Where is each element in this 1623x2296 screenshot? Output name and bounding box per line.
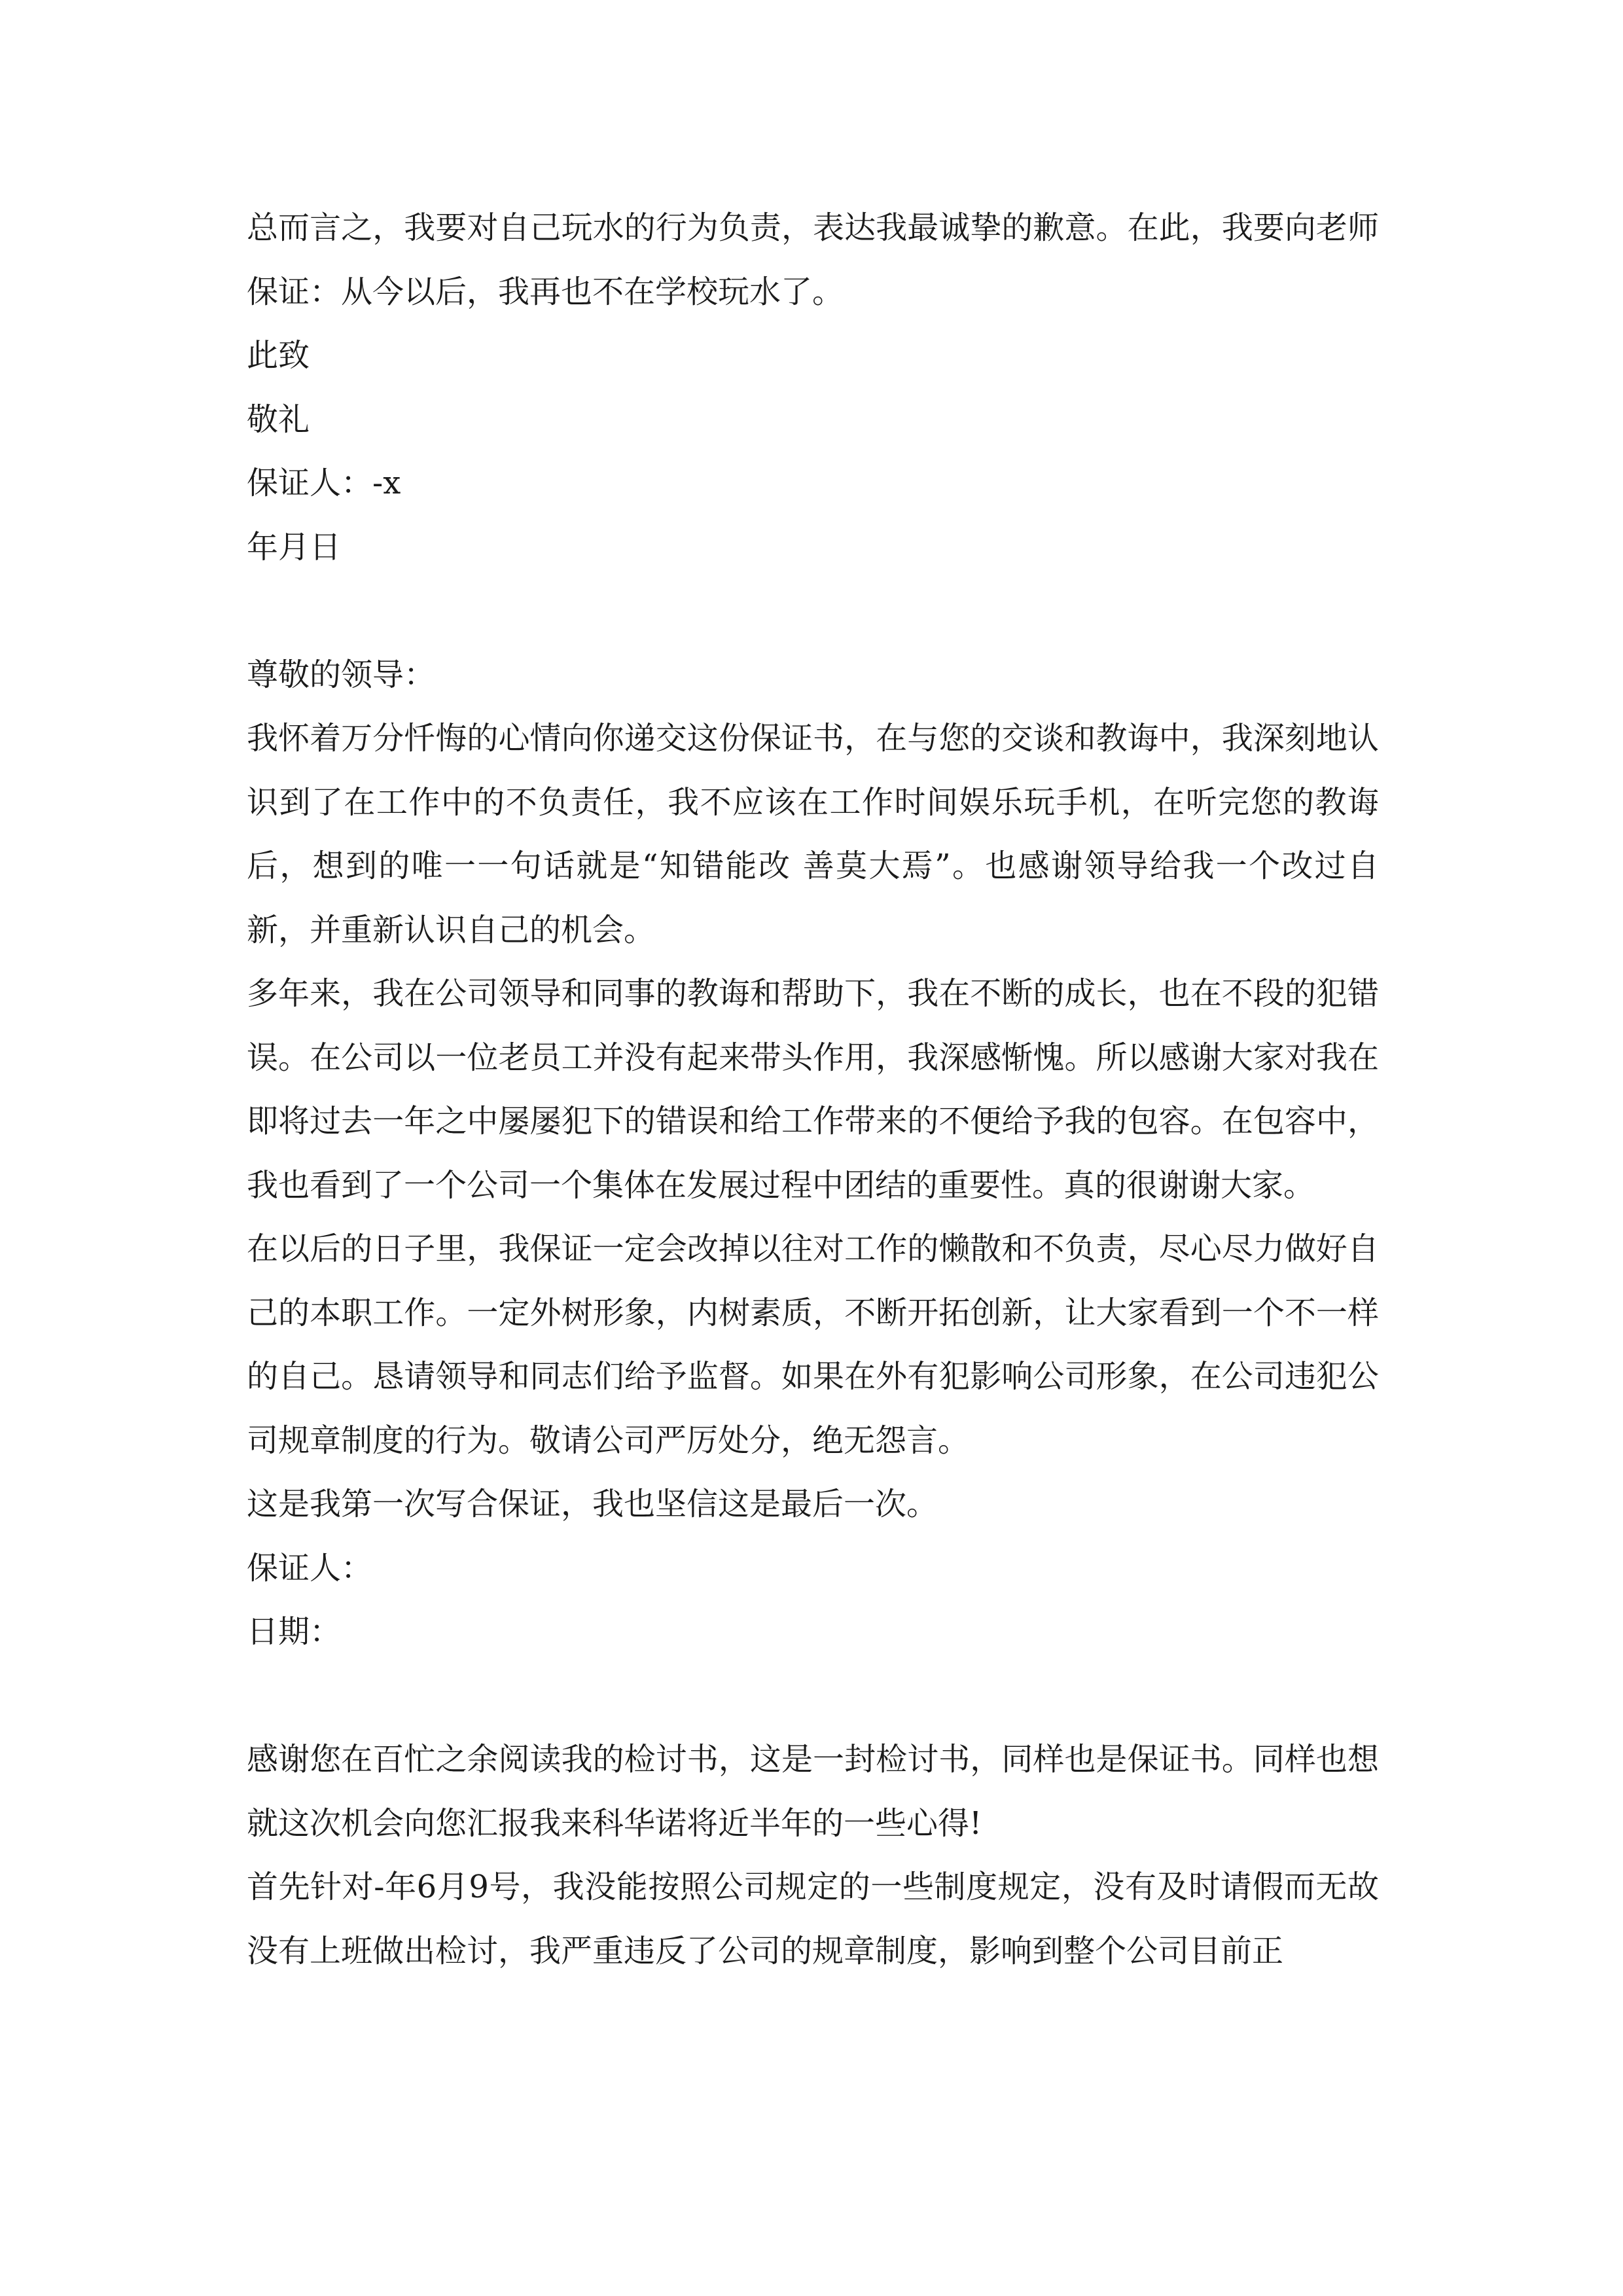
section2-paragraph-2: 多年来，我在公司领导和同事的教诲和帮助下，我在不断的成长，也在不段的犯错误。在公司以一位老员工并没有起来带头作用，我深感惭愧。所以感谢大家对我在即将过去一年之中屡屡犯下的错误和给工作带来的不便给予我的包容。在包容中，我也看到了一个公司一个集体在发展过程中团结的重要性。真的很谢谢大家。 [247, 975, 1379, 1204]
section-gap [247, 1664, 1379, 1729]
closing-line-jingli: 敬礼 [247, 401, 310, 438]
guarantor-line: 保证人：-x [247, 465, 401, 501]
date-line: 日期： [247, 1613, 342, 1650]
section2-paragraph-1: 我怀着万分忏悔的心情向你递交这份保证书，在与您的交谈和教诲中，我深刻地认识到了在工作中的不负责任，我不应该在工作时间娱乐玩手机，在听完您的教诲后，想到的唯一一句话就是“知错能改 善莫大焉”。也感谢领导给我一个改过自新，并重新认识自己的机会。 [247, 720, 1379, 948]
date-line: 年月日 [247, 528, 342, 565]
section-gap [247, 579, 1379, 643]
guarantor-line: 保证人： [247, 1549, 373, 1587]
section2-paragraph-3: 在以后的日子里，我保证一定会改掉以往对工作的懒散和不负责，尽心尽力做好自己的本职工作。一定外树形象，内树素质，不断开拓创新，让大家看到一个不一样的自己。恳请领导和同志们给予监督。如果在外有犯影响公司形象，在公司违犯公司规章制度的行为。敬请公司严厉处分，绝无怨言。 [247, 1230, 1379, 1459]
section1-paragraph: 总而言之，我要对自己玩水的行为负责，表达我最诚挚的歉意。在此，我要向老师保证：从今以后，我再也不在学校玩水了。 [247, 209, 1379, 310]
section3-paragraph-2: 首先针对-年6月9号，我没能按照公司规定的一些制度规定，没有及时请假而无故没有上班做出检讨，我严重违反了公司的规章制度，影响到整个公司目前正 [247, 1869, 1379, 1969]
document-body [247, 196, 1379, 1983]
salutation: 尊敬的领导： [247, 656, 436, 693]
section3-paragraph-1: 感谢您在百忙之余阅读我的检讨书，这是一封检讨书，同样也是保证书。同样也想就这次机会向您汇报我来科华诺将近半年的一些心得! [247, 1741, 1379, 1842]
closing-line-cizhi: 此致 [247, 337, 310, 374]
section2-paragraph-4: 这是我第一次写合保证，我也坚信这是最后一次。 [247, 1486, 938, 1522]
